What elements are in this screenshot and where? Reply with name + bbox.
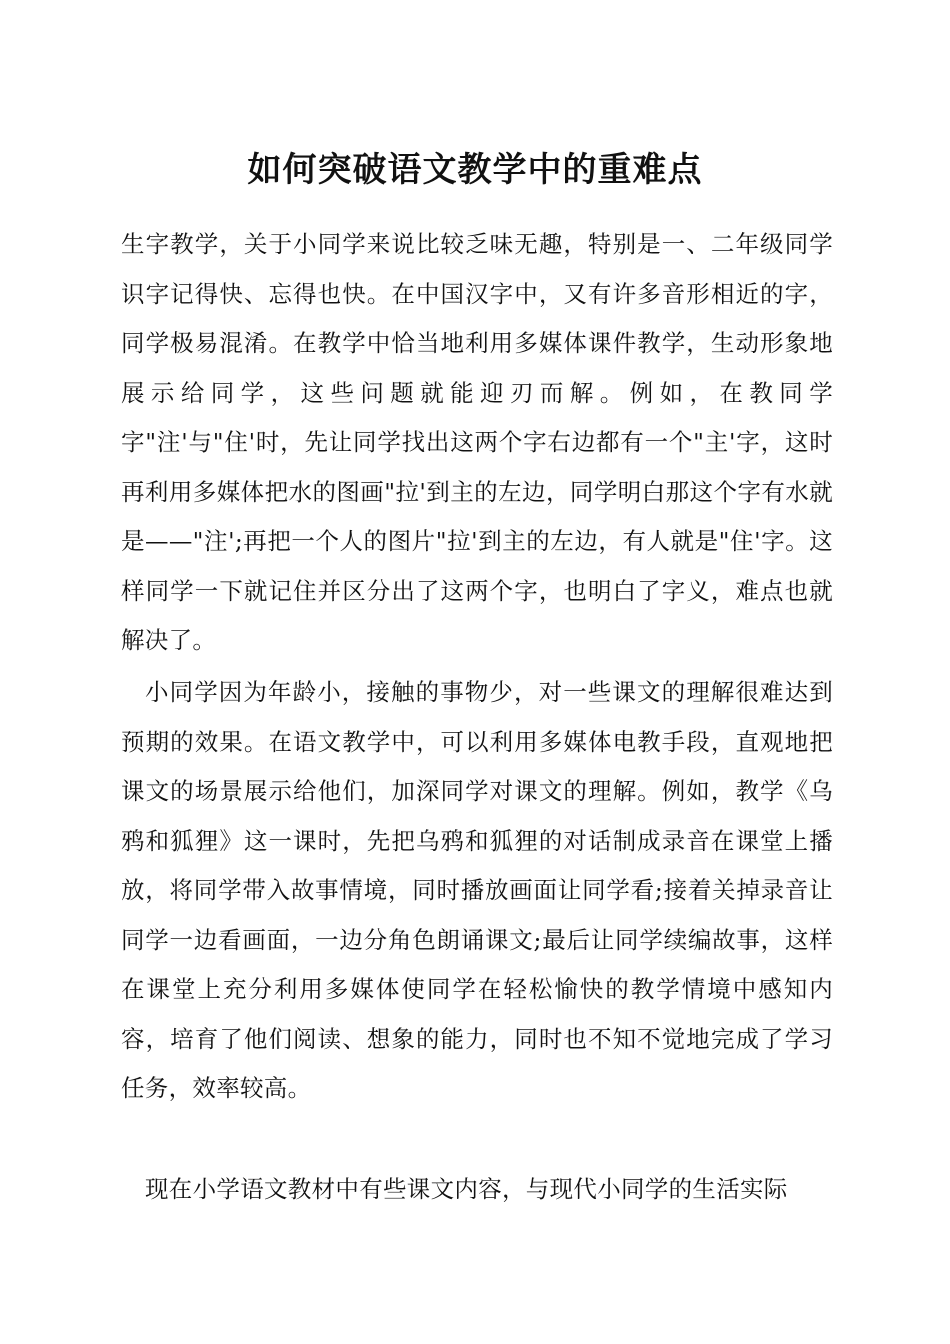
paragraph-2: 小同学因为年龄小，接触的事物少，对一些课文的理解很难达到预期的效果。在语文教学中，可以利用多媒体电教手段，直观地把课文的场景展示给他们，加深同学对课文的理解。例如，教学《乌鸦和狐狸》这一课时，先把乌鸦和狐狸的对话制成录音在课堂上播放，将同学带入故事情境，同时播放画面让同学看;接着关掉录音让同学一边看画面，一边分角色朗诵课文;最后让同学续编故事，这样在课堂上充分利用多媒体使同学在轻松愉快的教学情境中感知内容，培育了他们阅读、想象的能力，同时也不知不觉地完成了学习任务，效率较高。: [121, 678, 833, 1102]
document-title: 如何突破语文教学中的重难点: [247, 150, 703, 190]
paragraph-3: 现在小学语文教材中有些课文内容，与现代小同学的生活实际: [145, 1175, 788, 1203]
paragraph-1: 生字教学，关于小同学来说比较乏味无趣，特别是一、二年级同学识字记得快、忘得也快。在中国汉字中，又有许多音形相近的字，同学极易混淆。在教学中恰当地利用多媒体课件教学，生动形象地展示给同学，这些问题就能迎刃而解。例如，在教同学字"注'与"住'时，先让同学找出这两个字右边都有一个"主'字，这时再利用多媒体把水的图画"拉'到主的左边，同学明白那这个字有水就是——"注';再把一个人的图片"拉'到主的左边，有人就是"住'字。这样同学一下就记住并区分出了这两个字，也明白了字义，难点也就解决了。: [121, 230, 833, 654]
